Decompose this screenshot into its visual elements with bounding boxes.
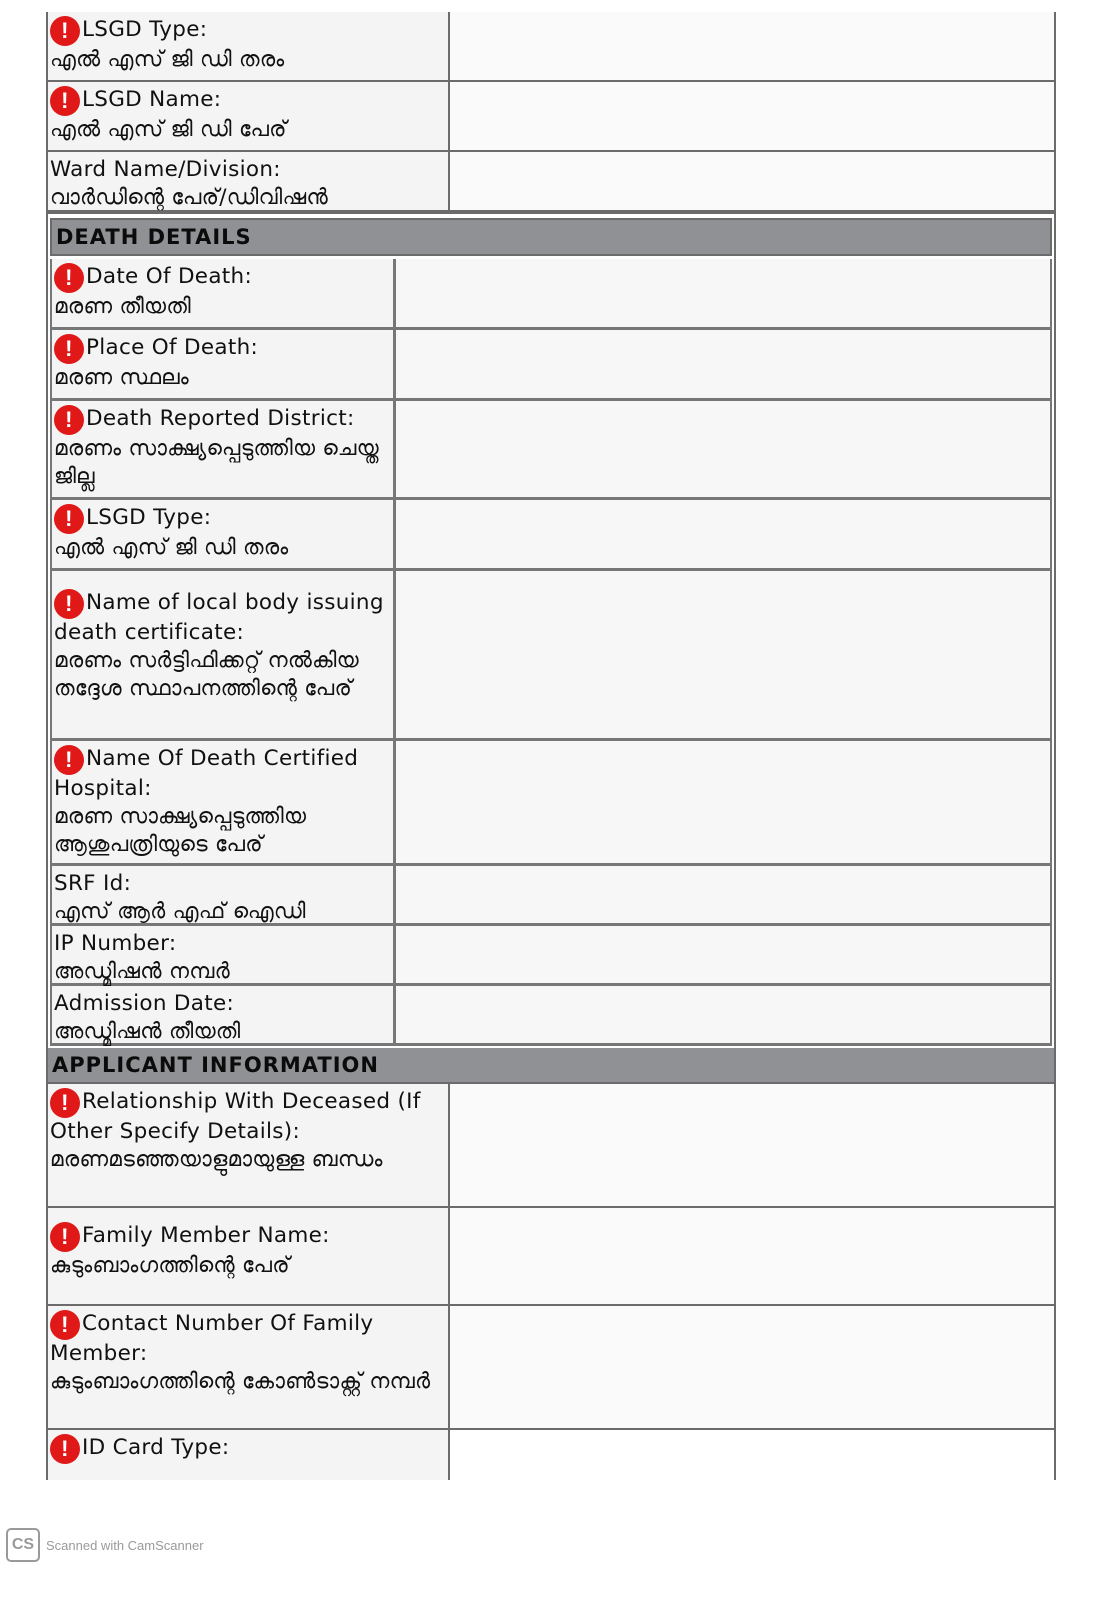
field-label-malayalam: കുടുംബാംഗത്തിന്റെ പേര് bbox=[50, 1253, 290, 1278]
local-body-issuing-value[interactable] bbox=[396, 571, 1052, 738]
field-label: Name of local body issuing death certificate: bbox=[54, 590, 384, 645]
required-icon: ! bbox=[54, 263, 84, 293]
required-icon: ! bbox=[54, 504, 84, 534]
field-label-cell bbox=[50, 259, 396, 327]
watermark-text: Scanned with CamScanner bbox=[46, 1537, 204, 1553]
field-label-cell bbox=[50, 986, 396, 1043]
form-row-ip-number bbox=[50, 926, 1052, 986]
field-label-cell bbox=[46, 82, 450, 150]
contact-number-value[interactable] bbox=[450, 1306, 1056, 1428]
field-label: Name Of Death Certified Hospital: bbox=[54, 746, 359, 801]
section-heading-death-details: DEATH DETAILS bbox=[50, 218, 1052, 256]
form-row-ward-name bbox=[46, 152, 1056, 214]
camscanner-logo-icon: CS bbox=[6, 1528, 40, 1562]
field-label-malayalam: മരണം സാക്ഷ്യപ്പെടുത്തിയ ചെയ്ത ജില്ല bbox=[54, 436, 379, 489]
field-label-malayalam: മരണ സാക്ഷ്യപ്പെടുത്തിയ ആശുപത്രിയുടെ പേര് bbox=[54, 804, 307, 857]
date-of-death-value[interactable] bbox=[396, 259, 1052, 327]
field-label-cell bbox=[46, 152, 450, 210]
admission-date-value[interactable] bbox=[396, 986, 1052, 1043]
ward-name-value[interactable] bbox=[450, 152, 1056, 210]
death-reported-district-value[interactable] bbox=[396, 401, 1052, 497]
family-member-name-value[interactable] bbox=[450, 1208, 1056, 1304]
required-icon: ! bbox=[50, 16, 80, 46]
field-label: LSGD Type: bbox=[82, 17, 208, 42]
form-row-contact-number bbox=[46, 1306, 1056, 1430]
ip-number-value[interactable] bbox=[396, 926, 1052, 983]
field-label-cell bbox=[50, 866, 396, 923]
form-row-lsgd-name bbox=[46, 82, 1056, 152]
field-label: Death Reported District: bbox=[86, 406, 355, 431]
form-row-death-lsgd-type bbox=[50, 500, 1052, 571]
field-label: Contact Number Of Family Member: bbox=[50, 1311, 374, 1366]
form-row-lsgd-type bbox=[46, 12, 1056, 82]
death-certified-hospital-value[interactable] bbox=[396, 741, 1052, 863]
form-row-srf-id bbox=[50, 866, 1052, 926]
id-card-type-value[interactable] bbox=[450, 1430, 1056, 1480]
field-label-malayalam: എൽ എസ് ജി ഡി തരം bbox=[50, 47, 285, 72]
field-label-malayalam: കുടുംബാംഗത്തിന്റെ കോൺടാക്റ്റ് നമ്പർ bbox=[50, 1369, 431, 1394]
lsgd-type-value[interactable] bbox=[450, 12, 1056, 80]
field-label-cell bbox=[50, 401, 396, 497]
field-label-malayalam: മരണം സർട്ടിഫിക്കറ്റ് നൽകിയ തദ്ദേശ സ്ഥാപനത്തിന്റെ പേര് bbox=[54, 648, 359, 701]
form-row-id-card-type bbox=[46, 1430, 1056, 1480]
field-label-cell bbox=[46, 1208, 450, 1304]
field-label-malayalam: മരണമടഞ്ഞയാളുമായുള്ള ബന്ധം bbox=[50, 1147, 383, 1172]
srf-id-value[interactable] bbox=[396, 866, 1052, 923]
field-label-malayalam: എസ് ആർ എഫ് ഐഡി bbox=[54, 899, 306, 924]
required-icon: ! bbox=[54, 334, 84, 364]
section-heading-applicant-information: APPLICANT INFORMATION bbox=[46, 1048, 1056, 1084]
field-label-malayalam: മരണ തീയതി bbox=[54, 294, 191, 319]
field-label-cell bbox=[50, 571, 396, 738]
form-row-place-of-death bbox=[50, 330, 1052, 401]
field-label-cell bbox=[46, 1084, 450, 1206]
place-of-death-value[interactable] bbox=[396, 330, 1052, 398]
form-row-local-body-issuing bbox=[50, 571, 1052, 741]
field-label-malayalam: എൽ എസ് ജി ഡി തരം bbox=[54, 535, 289, 560]
field-label: Admission Date: bbox=[54, 991, 235, 1016]
field-label: Ward Name/Division: bbox=[50, 157, 281, 182]
field-label: Date Of Death: bbox=[86, 264, 253, 289]
lsgd-name-value[interactable] bbox=[450, 82, 1056, 150]
required-icon: ! bbox=[50, 1310, 80, 1340]
field-label: LSGD Name: bbox=[82, 87, 222, 112]
required-icon: ! bbox=[50, 1088, 80, 1118]
form-row-death-reported-district bbox=[50, 401, 1052, 500]
death-certificate-form bbox=[46, 12, 1056, 1480]
required-icon: ! bbox=[54, 745, 84, 775]
field-label-malayalam: മരണ സ്ഥലം bbox=[54, 365, 189, 390]
field-label-malayalam: എൽ എസ് ജി ഡി പേര് bbox=[50, 117, 287, 142]
form-row-death-certified-hospital bbox=[50, 741, 1052, 866]
field-label-malayalam: വാർഡിന്റെ പേര്/ഡിവിഷൻ bbox=[50, 185, 329, 210]
field-label: Relationship With Deceased (If Other Specify Details): bbox=[50, 1089, 421, 1144]
field-label-malayalam: അഡ്മിഷൻ തീയതി bbox=[54, 1019, 241, 1044]
death-details-section bbox=[46, 214, 1056, 1048]
form-row-family-member-name bbox=[46, 1208, 1056, 1306]
required-icon: ! bbox=[50, 86, 80, 116]
death-lsgd-type-value[interactable] bbox=[396, 500, 1052, 568]
field-label-malayalam: അഡ്മിഷൻ നമ്പർ bbox=[54, 959, 230, 984]
field-label-cell bbox=[50, 330, 396, 398]
field-label: LSGD Type: bbox=[86, 505, 212, 530]
required-icon: ! bbox=[54, 589, 84, 619]
form-row-admission-date bbox=[50, 986, 1052, 1046]
required-icon: ! bbox=[50, 1222, 80, 1252]
relationship-value[interactable] bbox=[450, 1084, 1056, 1206]
required-icon: ! bbox=[50, 1434, 80, 1464]
scanner-watermark bbox=[6, 1528, 204, 1562]
form-row-relationship bbox=[46, 1084, 1056, 1208]
field-label-cell bbox=[46, 12, 450, 80]
required-icon: ! bbox=[54, 405, 84, 435]
field-label-cell bbox=[46, 1430, 450, 1480]
field-label: IP Number: bbox=[54, 931, 177, 956]
field-label: Place Of Death: bbox=[86, 335, 259, 360]
field-label: SRF Id: bbox=[54, 871, 132, 896]
field-label-cell bbox=[50, 500, 396, 568]
form-row-date-of-death bbox=[50, 259, 1052, 330]
field-label-cell bbox=[50, 926, 396, 983]
field-label: Family Member Name: bbox=[82, 1223, 330, 1248]
field-label-cell bbox=[50, 741, 396, 863]
field-label-cell bbox=[46, 1306, 450, 1428]
field-label: ID Card Type: bbox=[82, 1435, 230, 1460]
